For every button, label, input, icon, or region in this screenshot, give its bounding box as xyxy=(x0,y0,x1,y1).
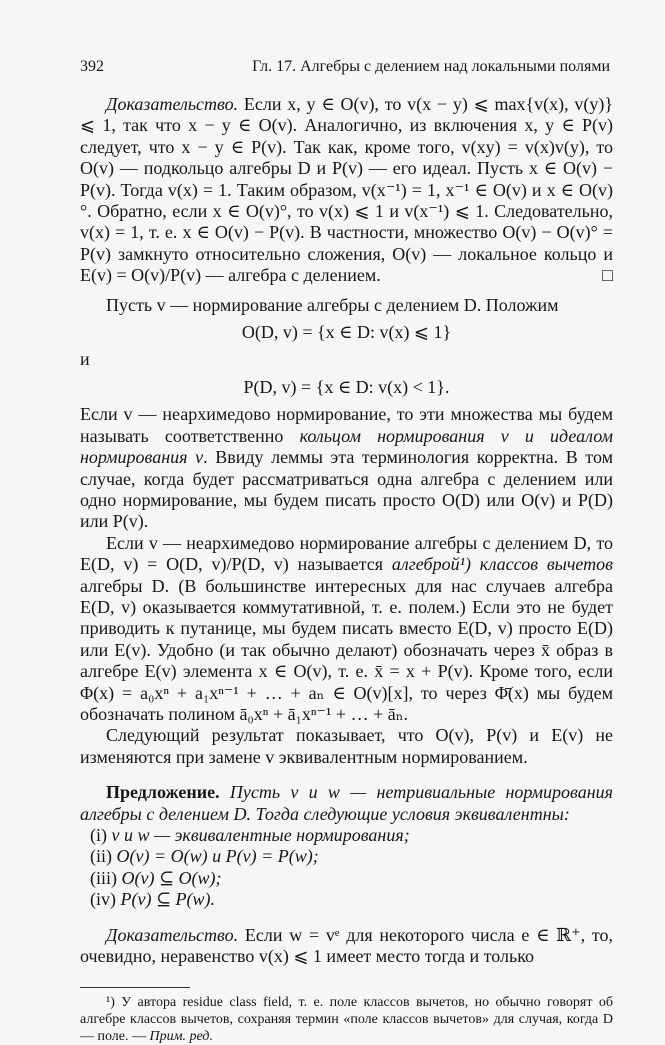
footnote-text: ¹) У автора residue class field, т. е. поле классов вычетов, но обычно говорят об алгебре классов вычетов, сохраняя термин «поле классов вычетов» для случая, когда D — поле. — xyxy=(80,995,613,1045)
residue-text-2: алгебры D. (В большинстве интересных для нас случаев алгебра E(D, v) оказывается коммутативной, т. е. полем.) Если это не будет приводить к путанице, мы будем писать вместо E(D, v) просто E(D) или E(v). Удобно (и так обычно делают) обозначать через x̄ образ в алгебре E(v) элемента x ∈ O(v), т. е. x̄ = x + P(v). Кроме того, если Φ(x) = a₀xⁿ + a₁xⁿ⁻¹ + … + aₙ ∈ O(v)[x], то через Φ̄(x) мы будем обозначать полином ā₀xⁿ + ā₁xⁿ⁻¹ + … + āₙ. xyxy=(80,575,613,724)
terminology-text-1: Если v — неархимедово нормирование, то эти множества мы будем называть соответственно xyxy=(80,404,613,446)
definition-paragraph: Пусть v — нормирование алгебры с делением D. Положим xyxy=(106,294,559,315)
condition-item: (iv) P(v) ⊆ P(w). xyxy=(90,889,216,910)
proof-paragraph xyxy=(80,94,613,287)
conditions-list xyxy=(90,825,613,911)
formula-ring: O(D, v) = {x ∈ D: v(x) ⩽ 1} xyxy=(241,322,452,343)
proof-label: Доказательство. xyxy=(106,94,239,114)
proof2-paragraph xyxy=(80,925,613,968)
terminology-text-2: . Ввиду леммы эта терминология корректна. В том случае, когда будет рассматриваться одна алгебра с делением или одно нормирование, мы будем писать просто O(D) или O(v) и P(D) или P(v). xyxy=(80,447,613,532)
residue-term: алгеброй¹) классов вычетов xyxy=(391,554,613,575)
proof2-label: Доказательство. xyxy=(106,924,239,945)
footnote-editor-note: Прим. ред. xyxy=(149,1029,214,1045)
page-number: 392 xyxy=(80,58,104,75)
proof-text: Если x, y ∈ O(v), то v(x − y) ⩽ max{v(x), v(y)} ⩽ 1, так что x − y ∈ O(v). Аналогично, из включения x, y ∈ P(v) следует, что x − y ∈ P(v). Так как, кроме того, v(xy) = v(x)v(y), то O(v) — подкольцо алгебры D и P(v) — его идеал. Пусть x ∈ O(v) − P(v). Тогда v(x) = 1. Таким образом, v(x⁻¹) = 1, x⁻¹ ∈ O(v) и x ∈ O(v)°. Обратно, если x ∈ O(v)°, то v(x) ⩽ 1 и v(x⁻¹) ⩽ 1. Следовательно, v(x) = 1, т. е. x ∈ O(v) − P(v). В частности, множество O(v) − O(v)° = P(v) замкнуто относительно сложения, O(v) — локальное кольцо и E(v) = O(v)/P(v) — алгебра с делением. xyxy=(80,94,614,286)
residue-text-1: Если v — неархимедово нормирование алгебры с делением D, то E(D, v) = O(D, v)/P(D, v) называется xyxy=(80,532,613,575)
terminology-term: кольцом нормирования v и идеалом нормирования v xyxy=(80,425,614,468)
condition-item: (iii) O(v) ⊆ O(w); xyxy=(90,867,222,888)
footnote xyxy=(80,994,613,1045)
formula-ideal: P(D, v) = {x ∈ D: v(x) < 1}. xyxy=(243,376,450,397)
proposition-text: Пусть v и w — нетривиальные нормирования алгебры с делением D. Тогда следующие условия эквивалентны: xyxy=(80,782,614,824)
page-body xyxy=(80,94,613,1045)
conjunction: и xyxy=(80,349,90,370)
footnote-rule xyxy=(80,987,190,988)
proposition-label: Предложение. xyxy=(106,782,220,803)
page-header xyxy=(80,58,610,82)
residue-paragraph xyxy=(80,533,613,726)
running-title: Гл. 17. Алгебры с делением над локальными полями xyxy=(252,58,610,75)
condition-item: (i) v и w — эквивалентные нормирования; xyxy=(90,825,410,845)
proof2-text: Если w = vᵉ для некоторого числа e ∈ ℝ⁺, то, очевидно, неравенство v(x) ⩽ 1 имеет место тогда и только xyxy=(80,924,614,967)
next-result-paragraph: Следующий результат показывает, что O(v), P(v) и E(v) не изменяются при замене v эквивалентным нормированием. xyxy=(80,725,613,767)
terminology-paragraph xyxy=(80,404,613,532)
condition-item: (ii) O(v) = O(w) и P(v) = P(w); xyxy=(90,846,319,867)
qed-symbol: □ xyxy=(602,265,613,286)
proposition-paragraph xyxy=(80,782,613,825)
